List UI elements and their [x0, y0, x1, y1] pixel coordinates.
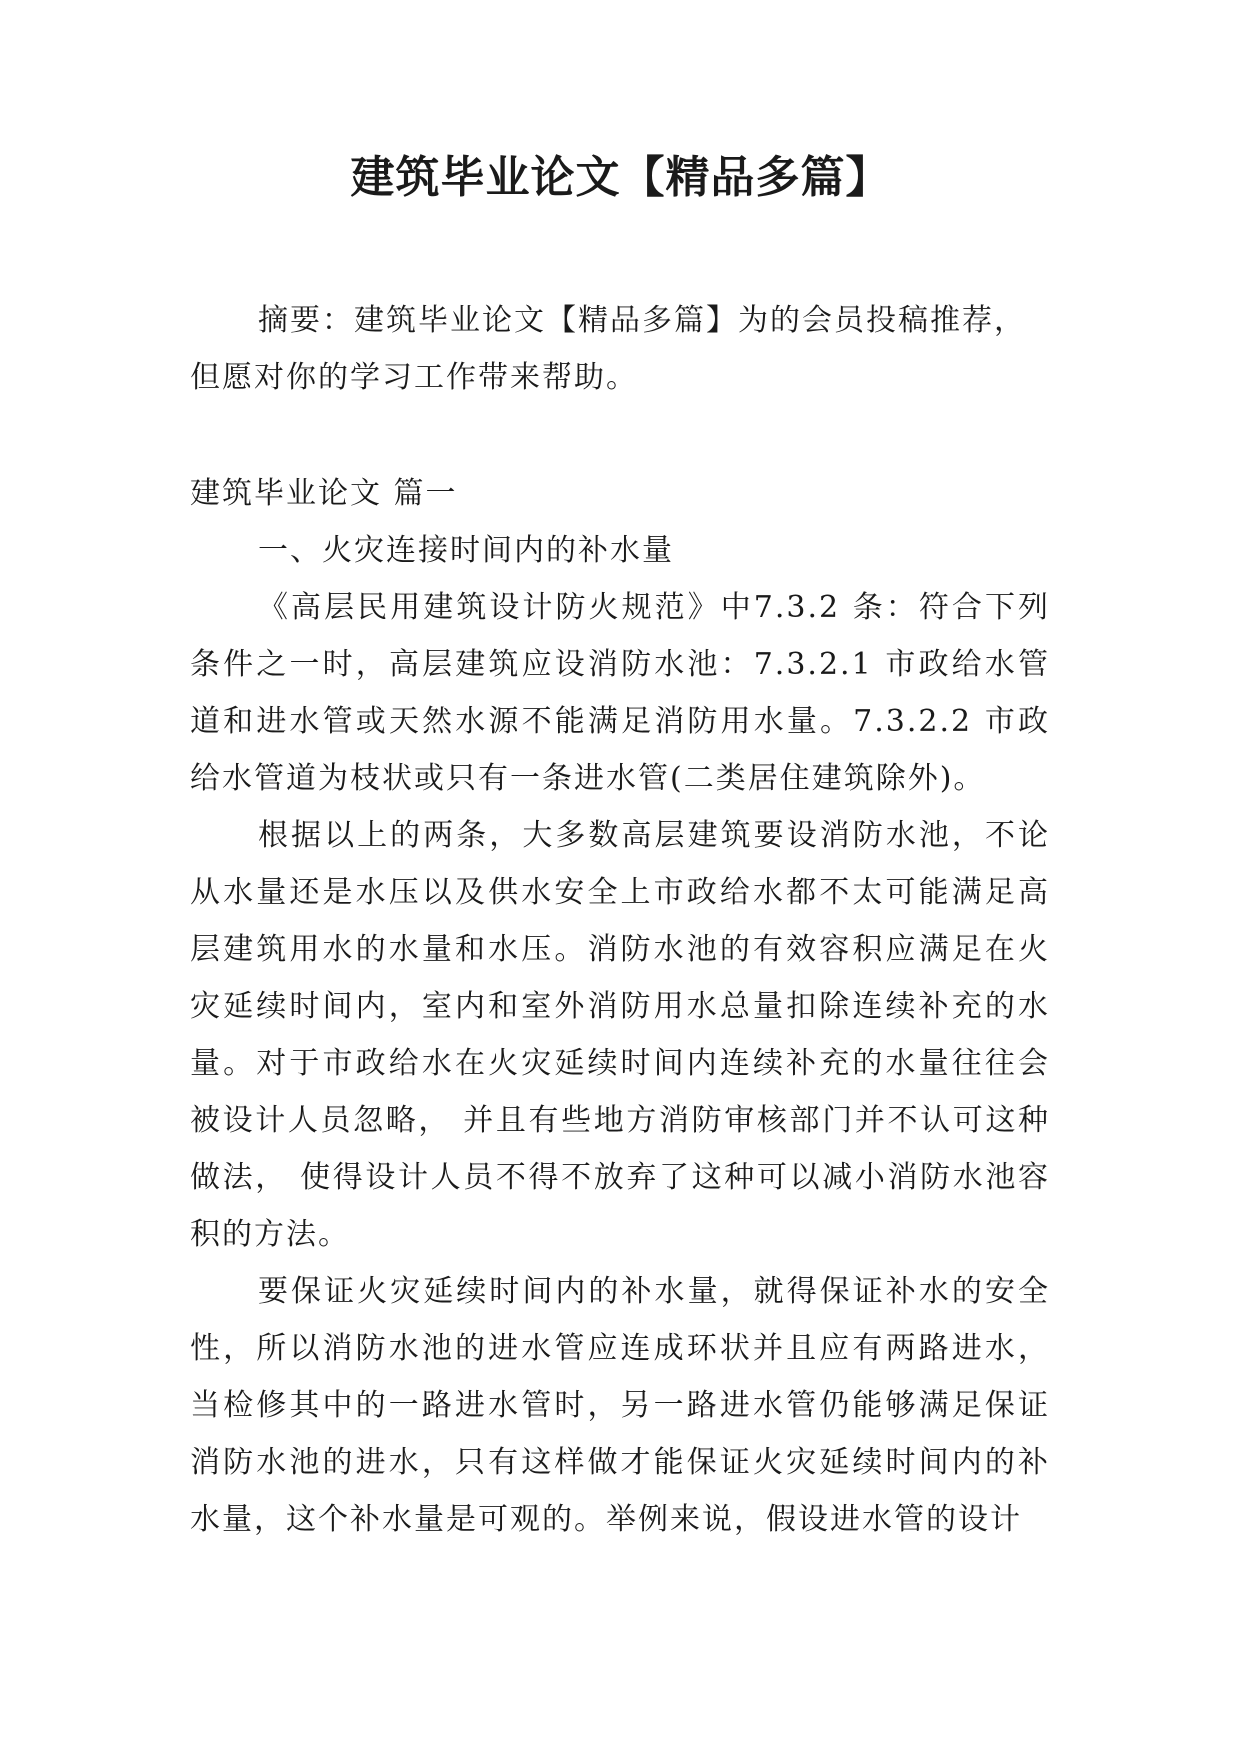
document-title: 建筑毕业论文【精品多篇】 — [350, 152, 891, 203]
section-heading: 建筑毕业论文 篇一 — [190, 476, 458, 511]
body-text — [190, 522, 1050, 1548]
subsection-heading: 一、火灾连接时间内的补水量 — [258, 533, 674, 568]
abstract-paragraph: 摘要：建筑毕业论文【精品多篇】为的会员投稿推荐，但愿对你的学习工作带来帮助。 — [190, 303, 1026, 395]
body-paragraph: 《高层民用建筑设计防火规范》中7.3.2 条：符合下列条件之一时，高层建筑应设消防水池：7.3.2.1 市政给水管道和进水管或天然水源不能满足消防用水量。7.3.2.2 市政给水管道为枝状或只有一条进水管(二类居住建筑除外)。 — [190, 590, 1050, 796]
body-paragraph: 根据以上的两条，大多数高层建筑要设消防水池，不论从水量还是水压以及供水安全上市政给水都不太可能满足高层建筑用水的水量和水压。消防水池的有效容积应满足在火灾延续时间内，室内和室外消防用水总量扣除连续补充的水量。对于市政给水在火灾延续时间内连续补充的水量往往会被设计人员忽略， 并且有些地方消防审核部门并不认可这种做法， 使得设计人员不得不放弃了这种可以减小消防水池容积的方法。 — [190, 818, 1050, 1252]
body-paragraph: 要保证火灾延续时间内的补水量，就得保证补水的安全性，所以消防水池的进水管应连成环状并且应有两路进水，当检修其中的一路进水管时，另一路进水管仍能够满足保证消防水池的进水，只有这样做才能保证火灾延续时间内的补水量，这个补水量是可观的。举例来说，假设进水管的设计 — [190, 1274, 1050, 1537]
